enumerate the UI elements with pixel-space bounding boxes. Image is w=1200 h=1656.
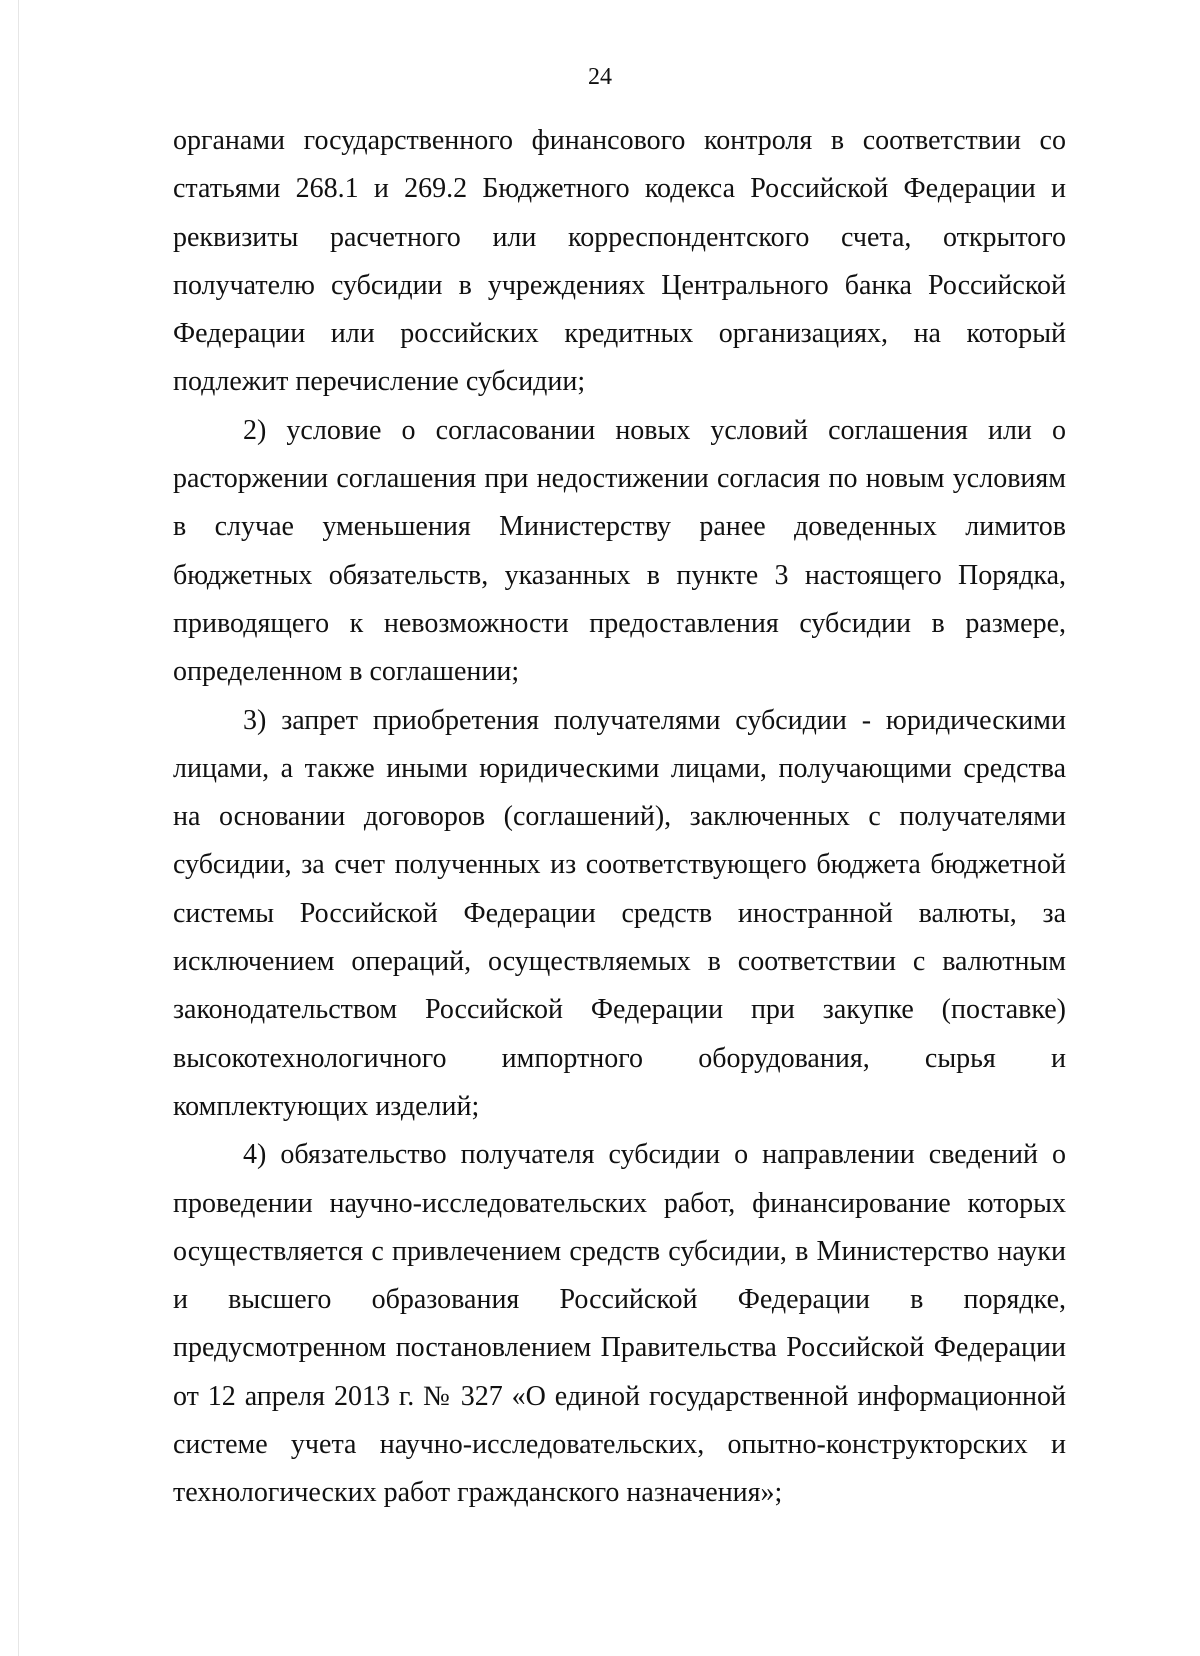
paragraph-item-4: 4) обязательство получателя субсидии о направлении сведений о проведении научно-исследовательских работ, финансирование которых осуществляется с привлечением средств субсидии, в Министерство науки и высшего образования Российской Федерации в порядке, предусмотренном постановлением Правительства Российской Федерации от 12 апреля 2013 г. № 327 «О единой государственной информационной системе учета научно-исследовательских, опытно-конструкторских и технологических работ гражданского назначения»; [173, 1139, 1066, 1509]
page-number: 24 [588, 64, 612, 90]
paragraph-item-2: 2) условие о согласовании новых условий соглашения или о расторжении соглашения при недостижении согласия по новым условиям в случае уменьшения Министерству ранее доведенных лимитов бюджетных обязательств, указанных в пункте 3 настоящего Порядка, приводящего к невозможности предоставления субсидии в размере, определенном в соглашении; [173, 414, 1066, 688]
scan-edge-line [18, 0, 19, 1656]
document-body [173, 117, 1066, 1518]
paragraph-item-3: 3) запрет приобретения получателями субсидии - юридическими лицами, а также иными юридическими лицами, получающими средства на основании договоров (соглашений), заключенных с получателями субсидии, за счет полученных из соответствующего бюджета бюджетной системы Российской Федерации средств иностранной валюты, за исключением операций, осуществляемых в соответствии с валютным законодательством Российской Федерации при закупке (поставке) высокотехнологичного импортного оборудования, сырья и комплектующих изделий; [173, 704, 1066, 1122]
paragraph-continuation: органами государственного финансового контроля в соответствии со статьями 268.1 и 269.2 Бюджетного кодекса Российской Федерации и реквизиты расчетного или корреспондентского счета, открытого получателю субсидии в учреждениях Центрального банка Российской Федерации или российских кредитных организациях, на который подлежит перечисление субсидии; [173, 125, 1066, 398]
